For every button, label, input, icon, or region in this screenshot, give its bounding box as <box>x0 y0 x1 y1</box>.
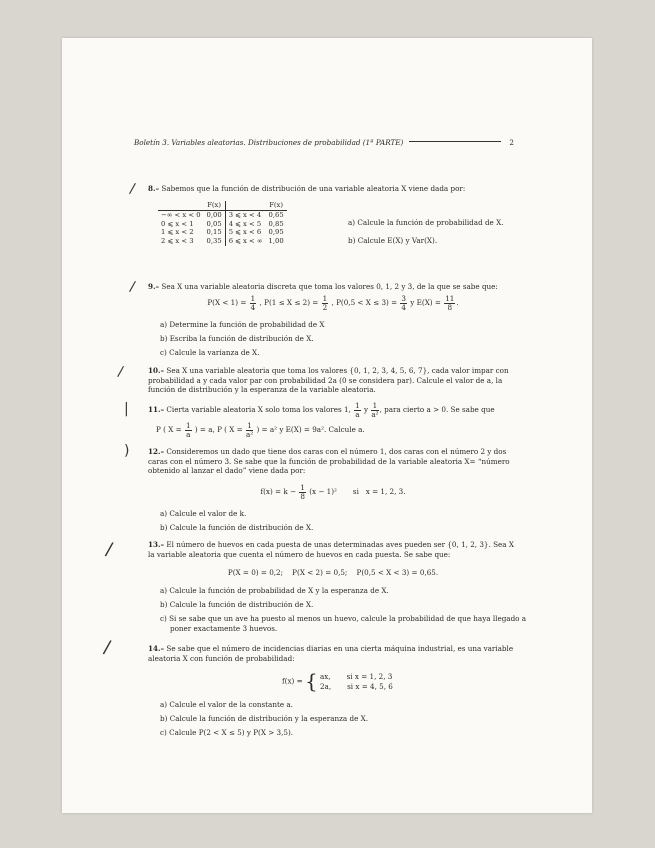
exercise-14-number: 14.– <box>148 644 165 653</box>
exercise-14-piecewise <box>282 668 393 695</box>
exercise-8-text: Sabemos que la función de distribución de una variable aleatoria X viene dada por: <box>161 184 466 193</box>
exercise-12-text: Consideremos un dado que tiene dos caras con el número 1, dos caras con el número 2 y dos caras con el número 3. Se sabe que la función de probabilidad de la variable aleatoria X= “número obtenido al lanzar el dado” viene dada por: <box>148 447 510 476</box>
page-number: 2 <box>509 138 514 147</box>
exercise-8-number: 8.– <box>148 184 160 193</box>
value-cell: 1,00 <box>268 237 284 246</box>
formula-part: ) = a, P ( X = <box>194 425 243 435</box>
fraction-denominator: a² <box>246 429 254 439</box>
value-cell: 0,15 <box>204 228 226 237</box>
value-cell: 0,65 <box>268 210 284 219</box>
exercise-10-statement <box>148 366 518 395</box>
exercise-8-part-b: b) Calcule E(X) y Var(X). <box>348 236 438 245</box>
fraction-denominator: 2 <box>322 302 328 312</box>
range-cell: 2 ⩽ x < 3 <box>161 237 194 246</box>
range-cell: 5 ⩽ x < 6 <box>228 228 262 237</box>
brace-symbol: { <box>304 669 318 693</box>
exercise-11-number: 11.– <box>148 405 165 415</box>
formula-part: , P(1 ≤ X ≤ 2) = <box>259 298 319 308</box>
table-row <box>158 220 287 229</box>
fraction <box>322 295 329 311</box>
fraction <box>185 422 192 438</box>
fraction-numerator: 11 <box>445 294 455 303</box>
exercise-13-text: El número de huevos en cada puesta de unas determinadas aves pueden ser {0, 1, 2, 3}. Sea X la variable aleatoria que cuenta el número de huevos en cada puesta. Se sabe que: <box>148 540 514 559</box>
formula-part: f(x) = <box>282 676 303 686</box>
distribution-table <box>158 201 287 246</box>
formula-part: , P(0,5 < X ≤ 3) = <box>331 298 398 308</box>
exercise-13-part-a: a) Calcule la función de probabilidad de X y la esperanza de X. <box>160 586 389 595</box>
exercise-9-part-b: b) Escriba la función de distribución de X. <box>160 334 314 343</box>
table-row <box>158 237 287 246</box>
exercise-14-part-c: c) Calcule P(2 < X ≤ 5) y P(X > 3,5). <box>160 728 294 737</box>
exercise-9-part-a: a) Determine la función de probabilidad de X <box>160 320 325 329</box>
table-row <box>158 228 287 237</box>
exercise-9-part-c: c) Calcule la varianza de X. <box>160 348 260 357</box>
exercise-13-part-c: c) Si se sabe que un ave ha puesto al menos un huevo, calcule la probabilidad de que haya llegado a poner exactamente 3 huevos. <box>160 614 527 633</box>
exercise-9-statement <box>148 282 518 292</box>
formula-part: f(x) = k − <box>260 487 297 497</box>
pen-mark-8: / <box>128 180 137 198</box>
col-header-left: F(x) <box>204 201 226 210</box>
exercise-11-text: , para cierto a > 0. Se sabe que <box>379 405 495 415</box>
range-cell: 3 ⩽ x < 4 <box>228 210 262 219</box>
fraction <box>371 402 378 418</box>
fraction <box>299 484 306 500</box>
exercise-13-part-b: b) Calcule la función de distribución de X. <box>160 600 314 609</box>
value-cell: 0,95 <box>268 228 284 237</box>
fraction <box>250 295 257 311</box>
exercise-9-formula <box>148 295 518 311</box>
exercise-8-part-a: a) Calcule la función de probabilidad de X. <box>348 218 504 227</box>
exercise-11-statement <box>148 402 518 418</box>
range-cell: −∞ < x < 0 <box>161 210 201 219</box>
pen-mark-12: ) <box>124 443 130 459</box>
formula-part: y E(X) = <box>410 298 441 308</box>
header-rule <box>409 141 501 142</box>
fraction-denominator: a <box>186 429 191 439</box>
col-header-right: F(x) <box>266 201 287 210</box>
exercise-12-statement <box>148 447 518 476</box>
range-cell: 1 ⩽ x < 2 <box>161 228 194 237</box>
exercise-10-number: 10.– <box>148 366 165 375</box>
exercise-12-number: 12.– <box>148 447 165 456</box>
pen-mark-9: / <box>128 278 137 296</box>
fraction <box>444 295 455 311</box>
formula-part: P ( X = <box>156 425 182 435</box>
fraction-denominator: 8 <box>447 302 453 312</box>
exercise-12-part-a: a) Calcule el valor de k. <box>160 509 247 518</box>
exercise-12-part-b: b) Calcule la función de distribución de X. <box>160 523 314 532</box>
header-title: Boletín 3. Variables aleatorias. Distribuciones de probabilidad (1ª PARTE) <box>134 138 404 147</box>
fraction-numerator: 1 <box>250 294 256 303</box>
fraction-numerator: 1 <box>185 421 191 430</box>
page-header <box>134 138 514 148</box>
fraction-denominator: 8 <box>300 491 305 501</box>
exercise-14-statement <box>148 644 518 663</box>
exercise-14-text: Se sabe que el número de incidencias diarias en una cierta máquina industrial, es una variable aleatoria X con función de probabilidad: <box>148 644 514 663</box>
exercise-14-part-a: a) Calcule el valor de la constante a. <box>160 700 293 709</box>
exercise-11-text: Cierta variable aleatoria X solo toma los valores 1, <box>166 405 351 415</box>
fraction <box>354 402 361 418</box>
table-row <box>158 210 287 219</box>
pen-mark-14: / <box>102 636 113 659</box>
fraction-numerator: 1 <box>372 401 378 410</box>
formula-part: P(X < 1) = <box>207 298 247 308</box>
value-cell: 0,85 <box>268 219 284 228</box>
fraction <box>246 422 253 438</box>
exercise-9-number: 9.– <box>148 282 160 291</box>
fraction-numerator: 1 <box>247 421 252 430</box>
fraction-denominator: a <box>355 409 360 419</box>
fraction-denominator: 4 <box>401 302 406 312</box>
exercise-8-statement <box>148 184 518 194</box>
value-cell: 0,35 <box>204 237 226 246</box>
formula-part: (x − 1)² si x = 1, 2, 3. <box>309 487 406 497</box>
fraction-denominator: 4 <box>250 302 256 312</box>
case-line: 2a, si x = 4, 5, 6 <box>319 681 393 691</box>
fraction <box>400 295 407 311</box>
case-line: ax, si x = 1, 2, 3 <box>319 672 393 682</box>
range-cell: 6 ⩽ x < ∞ <box>228 237 263 246</box>
exercise-10-text: Sea X una variable aleatoria que toma los valores {0, 1, 2, 3, 4, 5, 6, 7}, cada valor impar con probabilidad a y cada valor par con probabilidad 2a (0 se considera par). Calcule el valor de a, la función de distribución y la esperanza de la variable aleatoria. <box>148 366 509 395</box>
range-cell: 4 ⩽ x < 5 <box>228 219 262 228</box>
fraction-numerator: 1 <box>300 483 305 492</box>
exercise-9-text: Sea X una variable aleatoria discreta que toma los valores 0, 1, 2 y 3, de la que se sabe que: <box>161 282 498 291</box>
fraction-numerator: 1 <box>322 294 328 303</box>
fraction-numerator: 3 <box>401 294 406 303</box>
exercise-13-statement <box>148 540 518 559</box>
value-cell: 0,00 <box>204 210 226 219</box>
exercise-13-number: 13.– <box>148 540 165 549</box>
fraction-numerator: 1 <box>355 401 360 410</box>
exercise-13-formula: P(X = 0) = 0,2; P(X < 2) = 0,5; P(0,5 < X < 3) = 0,65. <box>227 568 439 577</box>
exercise-11-text: y <box>364 405 369 415</box>
pen-mark-11: | <box>124 401 129 417</box>
exercise-14-part-b: b) Calcule la función de distribución y la esperanza de X. <box>160 714 369 723</box>
formula-part: ) = a² y E(X) = 9a². Calcule a. <box>256 425 365 435</box>
range-cell: 0 ⩽ x < 1 <box>161 219 194 228</box>
fraction-denominator: a² <box>371 409 379 419</box>
exercise-12-formula <box>148 484 518 500</box>
piecewise-cases <box>320 672 393 691</box>
pen-mark-10: / <box>116 363 125 381</box>
pen-mark-13: / <box>104 538 115 561</box>
exercise-11-formula <box>156 422 365 438</box>
value-cell: 0,05 <box>204 220 226 229</box>
formula-part: . <box>456 298 459 308</box>
